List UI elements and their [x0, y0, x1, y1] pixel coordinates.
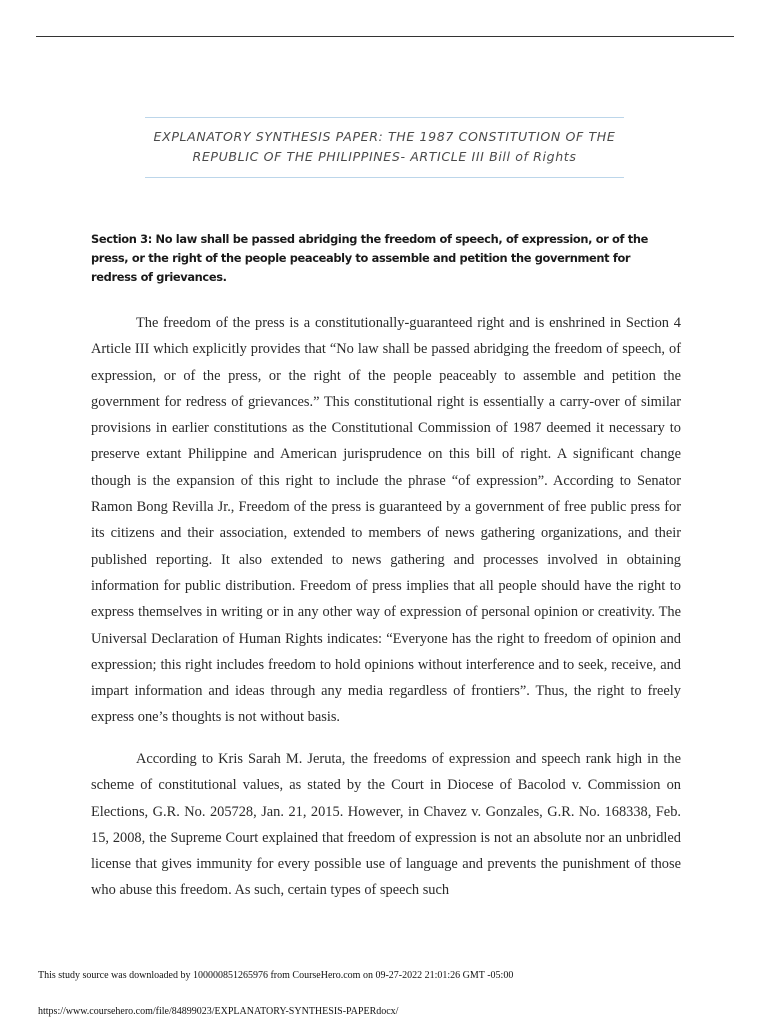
download-notice: This study source was downloaded by 100000851265976 from CourseHero.com on 09-27-2022 21:01:26 GMT -05:00 [38, 970, 514, 981]
title-bottom-rule [145, 177, 624, 178]
document-title: EXPLANATORY SYNTHESIS PAPER: THE 1987 CONSTITUTION OF THE REPUBLIC OF THE PHILIPPINES- ARTICLE III Bill of Rights [153, 129, 616, 164]
source-url[interactable]: https://www.coursehero.com/file/84899023/EXPLANATORY-SYNTHESIS-PAPERdocx/ [38, 1006, 399, 1017]
section-heading: Section 3: No law shall be passed abridging the freedom of speech, of expression, or of the press, or the right of the people peaceably to assemble and petition the government for redress of grievances. [91, 232, 648, 284]
title-top-rule [145, 117, 624, 118]
body-paragraph-2: According to Kris Sarah M. Jeruta, the freedoms of expression and speech rank high in the scheme of constitutional values, as stated by the Court in Diocese of Bacolod v. Commission on Elections, G.R. No. 205728, Jan. 21, 2015. However, in Chavez v. Gonzales, G.R. No. 168338, Feb. 15, 2008, the Supreme Court explained that freedom of expression is not an absolute nor an unbridled license that gives immunity for every possible use of language and prevents the punishment of those who abuse this freedom. As such, certain types of speech such [91, 751, 681, 899]
body-paragraph-1: The freedom of the press is a constitutionally-guaranteed right and is enshrined in Section 4 Article III which explicitly provides that “No law shall be passed abridging the freedom of speech, of expression, or of the press, or the right of the people peaceably to assemble and petition the government for redress of grievances.” This constitutional right is essentially a carry-over of similar provisions in earlier constitutions as the Constitutional Commission of 1987 deemed it necessary to preserve extant Philippine and American jurisprudence on this bill of right. A significant change though is the expansion of this right to include the phrase “of expression”. According to Senator Ramon Bong Revilla Jr., Freedom of the press is guaranteed by a government of free public press for its citizens and their association, extended to members of news gathering organizations, and their published reporting. It also extended to news gathering and processes involved in obtaining information for public distribution. Freedom of press implies that all people should have the right to express themselves in writing or in any other way of expression of personal opinion or creativity. The Universal Declaration of Human Rights indicates: “Everyone has the right to freedom of opinion and expression; this right includes freedom to hold opinions without interference and to seek, receive, and impart information and ideas through any media regardless of frontiers”. Thus, the right to freely express one’s thoughts is not without basis. [91, 315, 681, 726]
page-top-rule [36, 36, 734, 37]
